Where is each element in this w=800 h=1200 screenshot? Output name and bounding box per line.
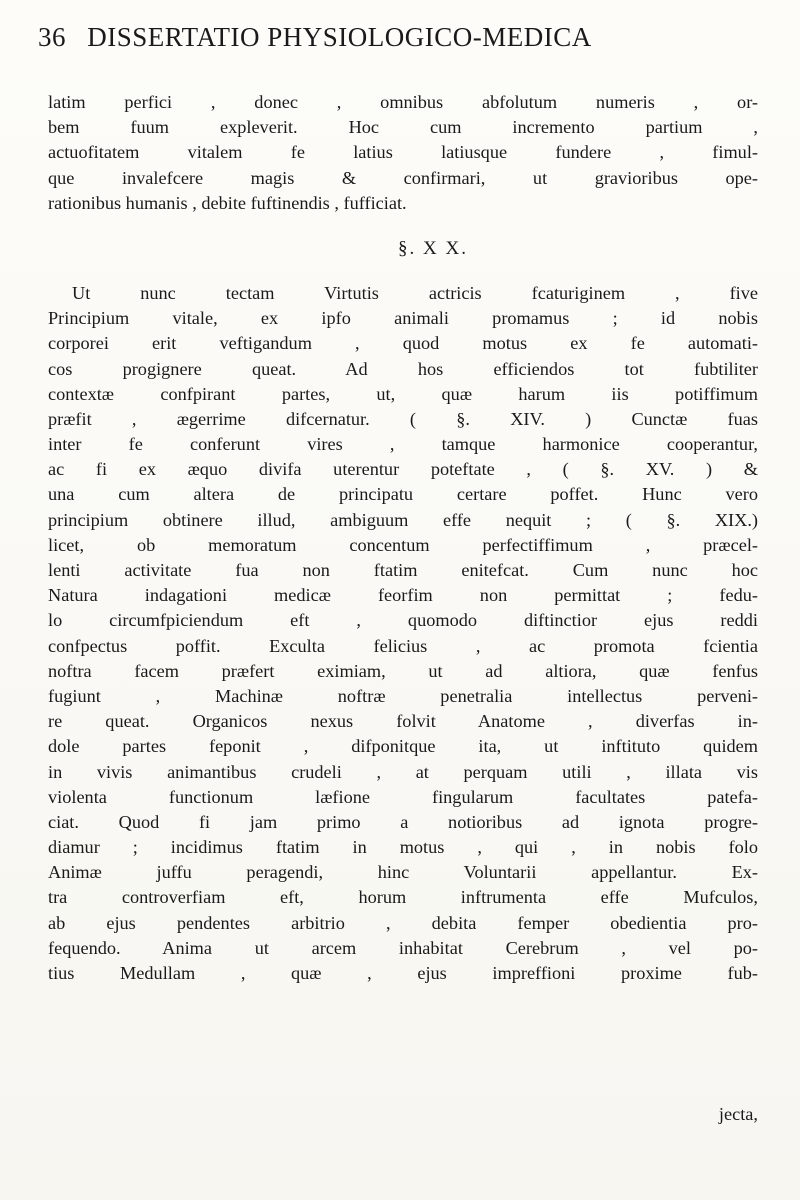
text-line: fugiunt , Machinæ noftræ penetralia intellectus perveni- xyxy=(48,685,758,706)
text-line: tius Medullam , quæ , ejus impreffioni proxime fub- xyxy=(48,963,758,983)
main-text xyxy=(48,90,758,986)
text-line: re queat. Organicos nexus folvit Anatome , diverfas in- xyxy=(48,711,758,732)
text-line: præfit , ægerrime difcernatur. ( §. XIV. ) Cunctæ fuas xyxy=(48,408,758,429)
running-header xyxy=(38,22,592,53)
running-title: DISSERTATIO PHYSIOLOGICO-MEDICA xyxy=(87,22,592,52)
text-line: violenta functionum læfione fingularum facultates patefa- xyxy=(48,786,758,807)
text-line: ac fi ex æquo divifa uterentur poteftate , ( §. XV. ) & xyxy=(48,459,758,480)
spacer xyxy=(48,216,758,226)
text-line: latim perfici , donec , omnibus abfolutum numeris , or- xyxy=(48,92,758,112)
text-line: lenti activitate fua non ftatim enitefcat. Cum nunc hoc xyxy=(48,560,758,580)
text-line: lo circumfpiciendum eft , quomodo diftinctior ejus reddi xyxy=(48,610,758,631)
text-line: cos progignere queat. Ad hos efficiendos tot fubtiliter xyxy=(48,358,758,379)
text-line: fequendo. Anima ut arcem inhabitat Cerebrum , vel po- xyxy=(48,937,758,958)
text-line: que invalefcere magis & confirmari, ut gravioribus ope- xyxy=(48,167,758,188)
text-line: Principium vitale, ex ipfo animali promamus ; id nobis xyxy=(48,308,758,329)
text-line: contextæ confpirant partes, ut, quæ harum iis potiffimum xyxy=(48,383,758,404)
text-line: rationibus humanis , debite fuftinendis , fufficiat. xyxy=(48,192,407,213)
text-line: una cum altera de principatu certare poffet. Hunc vero xyxy=(48,484,758,505)
page-number: 36 xyxy=(38,22,66,52)
text-line: principium obtinere illud, ambiguum effe nequit ; ( §. XIX.) xyxy=(48,509,758,530)
text-line: Animæ juffu peragendi, hinc Voluntarii appellantur. Ex- xyxy=(48,862,758,883)
paragraph-1 xyxy=(48,90,758,216)
text-line: ciat. Quod fi jam primo a notioribus ad ignota progre- xyxy=(48,811,758,832)
text-line: diamur ; incidimus ftatim in motus , qui , in nobis folo xyxy=(48,837,758,858)
text-line: actuofitatem vitalem fe latius latiusque fundere , fimul- xyxy=(48,142,758,163)
section-heading: §. X X. xyxy=(398,237,468,259)
text-line: tra controverfiam eft, horum inftrumenta effe Mufculos, xyxy=(48,887,758,908)
text-line: confpectus poffit. Exculta felicius , ac promota fcientia xyxy=(48,635,758,656)
catchword: jecta, xyxy=(718,1104,758,1124)
text-line: Natura indagationi medicæ feorfim non permittat ; fedu- xyxy=(48,585,758,606)
text-line: corporei erit veftigandum , quod motus ex fe automati- xyxy=(48,333,758,354)
text-line: dole partes feponit , difponitque ita, ut inftituto quidem xyxy=(48,736,758,757)
text-line: ab ejus pendentes arbitrio , debita femper obedientia pro- xyxy=(48,912,758,933)
text-line: licet, ob memoratum concentum perfectiffimum , præcel- xyxy=(48,534,758,555)
text-line: noftra facem præfert eximiam, ut ad altiora, quæ fenfus xyxy=(48,660,758,681)
paragraph-2 xyxy=(48,281,758,986)
text-line: bem fuum expleverit. Hoc cum incremento partium , xyxy=(48,117,758,138)
text-line: Ut nunc tectam Virtutis actricis fcaturiginem , five xyxy=(72,282,758,303)
text-line: in vivis animantibus crudeli , at perquam utili , illata vis xyxy=(48,761,758,782)
spacer xyxy=(48,271,758,281)
text-line: inter fe conferunt vires , tamque harmonice cooperantur, xyxy=(48,434,758,455)
